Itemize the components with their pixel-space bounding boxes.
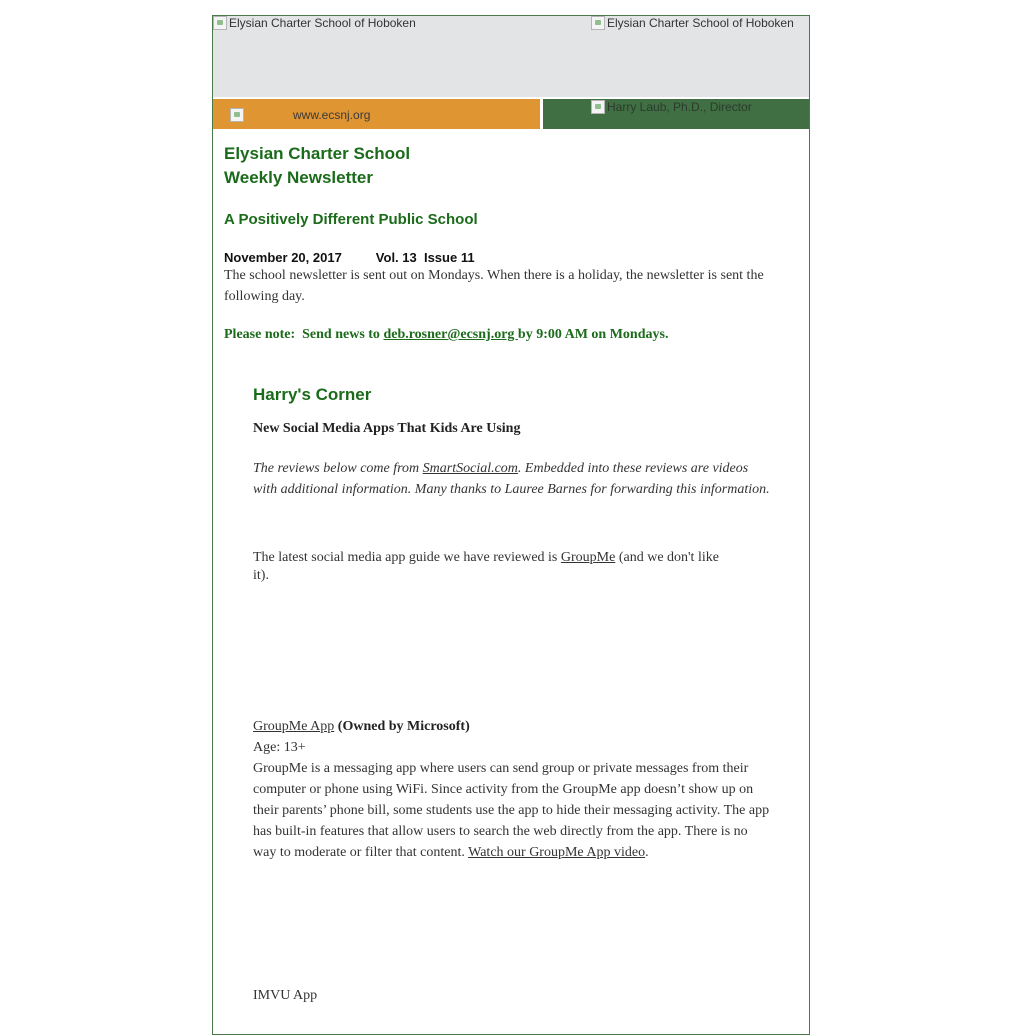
director-bar [543,99,809,129]
groupme-title [253,716,773,737]
newsletter-title-line2: Weekly Newsletter [224,168,373,187]
newsletter-title-line1: Elysian Charter School [224,144,411,163]
note-prefix: Please note: Send news to [224,327,384,342]
school-logo-right [591,16,794,30]
email-link[interactable]: deb.rosner@ecsnj.org [383,327,518,342]
newsletter-tagline: A Positively Different Public School [224,211,478,228]
imvu-app-title[interactable]: IMVU App [253,988,318,1003]
newsletter-frame [212,15,810,1035]
groupme-video-link[interactable]: Watch our GroupMe App video [468,845,646,860]
issue-date: November 20, 2017 [224,250,342,265]
groupme-video-suffix: . [645,845,649,860]
latest-suffix: (and we don't like it). [253,550,719,583]
director-alt-text: Harry Laub, Ph.D., Director [607,100,752,114]
school-logo-left [213,16,416,30]
broken-image-icon [213,16,227,30]
smartsocial-link[interactable]: SmartSocial.com [422,461,518,476]
submission-note [224,327,794,343]
logo-right-alt-text: Elysian Charter School of Hoboken [607,16,794,30]
groupme-age: Age: 13+ [253,740,306,755]
broken-image-icon [591,100,605,114]
logo-left-alt-text: Elysian Charter School of Hoboken [229,16,416,30]
reviews-suffix: . Embedded into these reviews are videos with additional information. Many thanks to Lauree Barnes for forwarding this information. [253,461,770,497]
groupme-review [253,716,773,863]
broken-image-icon [230,108,244,122]
broken-image-icon [591,16,605,30]
reviews-paragraph [253,458,773,500]
issue-volume: Vol. 13 Issue 11 [375,250,475,265]
website-bar [213,99,540,129]
newsletter-intro [224,142,794,343]
director-image [591,100,752,114]
groupme-desc-text: GroupMe is a messaging app where users can send group or private messages from their computer or phone using WiFi. Since activity from the GroupMe app doesn’t show up on their parents’ phone bill, some students use the app to hide their messaging activity. The app has built-in features that allow users to search the web directly from the app. There is no way to moderate or filter that content. [253,761,770,860]
intro-paragraph: The school newsletter is sent out on Mondays. When there is a holiday, the newsletter is sent the following day. [224,268,764,304]
groupme-link[interactable]: GroupMe [560,550,616,565]
groupme-app-link[interactable]: GroupMe App [253,719,335,734]
latest-paragraph [253,549,733,585]
latest-prefix: The latest social media app guide we have reviewed is [253,550,561,565]
section-heading: Harry's Corner [253,385,372,404]
issue-dateline [224,250,794,265]
note-suffix: by 9:00 AM on Mondays. [517,327,669,342]
harrys-corner-section [253,385,773,1006]
article-subheading: New Social Media Apps That Kids Are Using [253,421,521,436]
website-link[interactable]: www.ecsnj.org [293,108,371,122]
reviews-prefix: The reviews below come from [253,461,423,476]
header-banner [213,16,809,97]
groupme-description [253,758,773,863]
groupme-owner: (Owned by Microsoft) [334,719,470,734]
